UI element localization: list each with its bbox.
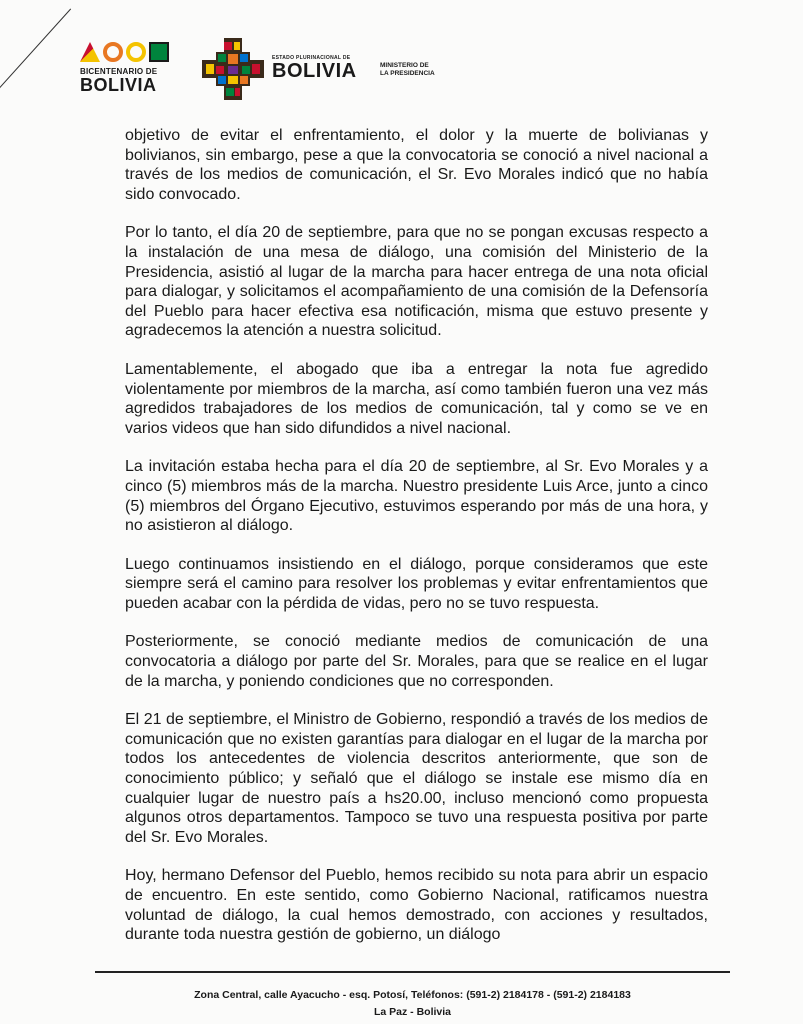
chakana-icon [202,38,264,100]
bicentenario-small-text: BICENTENARIO DE [80,67,158,76]
page-fold-line [0,9,71,121]
bicentenario-logo [80,40,175,100]
ring-orange-icon [103,42,123,62]
paragraph: El 21 de septiembre, el Ministro de Gobierno, respondió a través de los medios de comunicación que no existen garantías para dialogar en el lugar de la marcha por todos los antecedentes de violencia descritos anteriormente, que son de conocimiento público; y señaló que el diálogo se instale ese mismo día en cualquier lugar de nuestro país a hs20.00, incluso mencionó como propuesta algunos otros departamentos. Tampoco se tuvo una respuesta positiva por parte del Sr. Evo Morales. [125,711,708,846]
letter-body [125,126,708,964]
ministry-line-2: LA PRESIDENCIA [380,70,435,77]
paragraph: Por lo tanto, el día 20 de septiembre, para que no se pongan excusas respecto a la instalación de una mesa de diálogo, una comisión del Ministerio de la Presidencia, asistió al lugar de la marcha para hacer entrega de una nota oficial para dialogar, y solicitamos el acompañamiento de una comisión de la Defensoría del Pueblo para hacer efectiva esa notificación, misma que estuvo presente y agradecemos la atención a nuestra solicitud. [125,224,708,340]
estado-big-text: BOLIVIA [272,60,357,82]
mountain-icon [80,42,100,62]
bicentenario-icons [80,40,175,64]
paragraph: Lamentablemente, el abogado que iba a entregar la nota fue agredido violentamente por miembros de la marcha, así como también fueron una vez más agredidos trabajadores de los medios de comunicación, tal y como se ve en varios videos que han sido difundidos a nivel nacional. [125,360,708,437]
footer-divider [95,971,730,973]
ring-yellow-icon [126,42,146,62]
paragraph: objetivo de evitar el enfrentamiento, el dolor y la muerte de bolivianas y bolivianos, sin embargo, pese a que la convocatoria se conoció a nivel nacional a través de los medios de comunicación, el Sr. Evo Morales indicó que no había sido convocado. [125,127,708,203]
paragraph: La invitación estaba hecha para el día 20 de septiembre, al Sr. Evo Morales y a cinco (5) miembros más de la marcha. Nuestro presidente Luis Arce, junto a cinco (5) miembros del Órgano Ejecutivo, estuvimos esperando por más de una hora, y no asistieron al diálogo. [125,458,708,535]
paragraph: Posteriormente, se conoció mediante medios de comunicación de una convocatoria a diálogo por parte del Sr. Morales, para que se realice en el lugar de la marcha, y poniendo condiciones que no corresponden. [125,633,708,690]
emblem-green-icon [149,42,169,62]
estado-small-text: ESTADO PLURINACIONAL DE [272,55,351,61]
estado-plurinacional-logo [272,55,357,81]
bicentenario-big-text: BOLIVIA [80,75,157,95]
footer [95,987,730,1021]
paragraph: Luego continuamos insistiendo en el diálogo, porque consideramos que este siempre será el camino para resolver los problemas y evitar enfrentamientos que pueden acabar con la pérdida de vidas, pero no se tuvo respuesta. [125,555,708,612]
ministry-line-1: MINISTERIO DE [380,62,429,69]
paragraph: Hoy, hermano Defensor del Pueblo, hemos recibido su nota para abrir un espacio de encuentro. En este sentido, como Gobierno Nacional, ratificamos nuestra voluntad de diálogo, la cual hemos demostrado, con acciones y resultados, durante toda nuestra gestión de gobierno, un diálogo [125,867,708,944]
footer-city: La Paz - Bolivia [373,1006,452,1018]
ministry-name [380,62,435,78]
footer-address: Zona Central, calle Ayacucho - esq. Potosí, Teléfonos: (591-2) 2184178 - (591-2) 2184183 [194,989,631,1001]
